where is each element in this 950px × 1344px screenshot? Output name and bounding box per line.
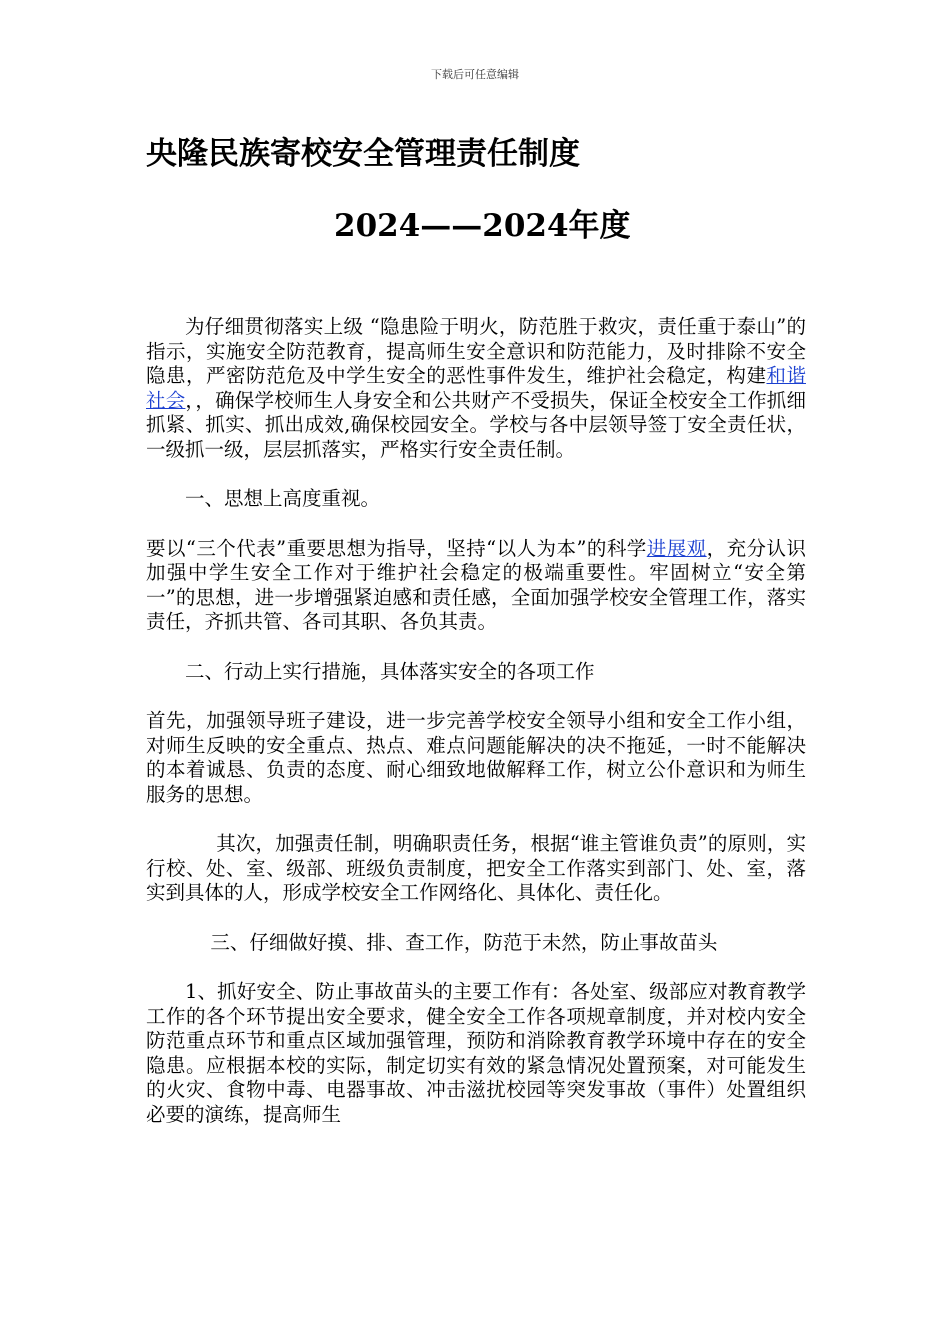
link-harmonious-society[interactable]: 和谐社会 [146, 364, 806, 412]
link-development-view[interactable]: 进展观 [646, 536, 707, 560]
paragraph-section-2-first: 首先，加强领导班子建设，进一步完善学校安全领导小组和安全工作小组，对师生反映的安全重点、热点、难点问题能解决的决不拖延，一时不能解决的本着诚恳、负责的态度、耐心细致地做解释工作，树立公仆意识和为师生服务的思想。 [146, 709, 806, 806]
paragraph-intro-text-a: 为仔细贯彻落实上级 “隐患险于明火，防范胜于救灾，责任重于泰山”的指示，实施安全防范教育，提高师生安全意识和防范能力，及时排除不安全隐患，严密防范危及中学生安全的恶性事件发生，维护社会稳定，构建 [146, 315, 806, 387]
paragraph-section-1-text-a: 要以“三个代表”重要思想为指导，坚持“以人为本”的科学 [146, 536, 647, 560]
section-heading-2: 二、行动上实行措施，具体落实安全的各项工作 [185, 659, 595, 683]
page-header-note: 下载后可任意编辑 [431, 68, 519, 81]
paragraph-intro [146, 315, 806, 462]
document-title: 央隆民族寄校安全管理责任制度 [146, 136, 580, 172]
paragraph-section-3-item-1: 1、抓好安全、防止事故苗头的主要工作有：各处室、级部应对教育教学工作的各个环节提出安全要求，健全安全工作各项规章制度，并对校内安全防范重点环节和重点区域加强管理，预防和消除教育教学环境中存在的安全隐患。应根据本校的实际，制定切实有效的紧急情况处置预案，对可能发生的火灾、食物中毒、电器事故、冲击滋扰校园等突发事故（事件）处置组织必要的演练，提高师生 [146, 980, 806, 1126]
section-heading-1: 一、思想上高度重视。 [185, 487, 381, 510]
paragraph-intro-text-b: ，，确保学校师生人身安全和公共财产不受损失，保证全校安全工作抓细抓紧、抓实、抓出成效,确保校园安全。学校与各中层领导签丁安全责任状，一级抓一级，层层抓落实，严格实行安全责任制。 [146, 388, 806, 461]
section-heading-3: 三、仔细做好摸、排、查工作，防范于未然，防止事故苗头 [210, 930, 718, 954]
document-body [146, 315, 806, 1152]
paragraph-section-1 [146, 537, 806, 635]
paragraph-section-1-text-b: ，充分认识加强中学生安全工作对于维护社会稳定的极端重要性。牢固树立“安全第一”的思想，进一步增强紧迫感和责任感，全面加强学校安全管理工作，落实责任，齐抓共管、各司其职、各负其责。 [146, 536, 806, 633]
paragraph-section-2-second: 其次，加强责任制，明确职责任务，根据“谁主管谁负责”的原则，实行校、处、室、级部、班级负责制度，把安全工作落实到部门、处、室，落实到具体的人，形成学校安全工作网络化、具体化、责任化。 [146, 832, 806, 904]
document-subtitle-year: 2024——2024年度 [334, 208, 631, 244]
